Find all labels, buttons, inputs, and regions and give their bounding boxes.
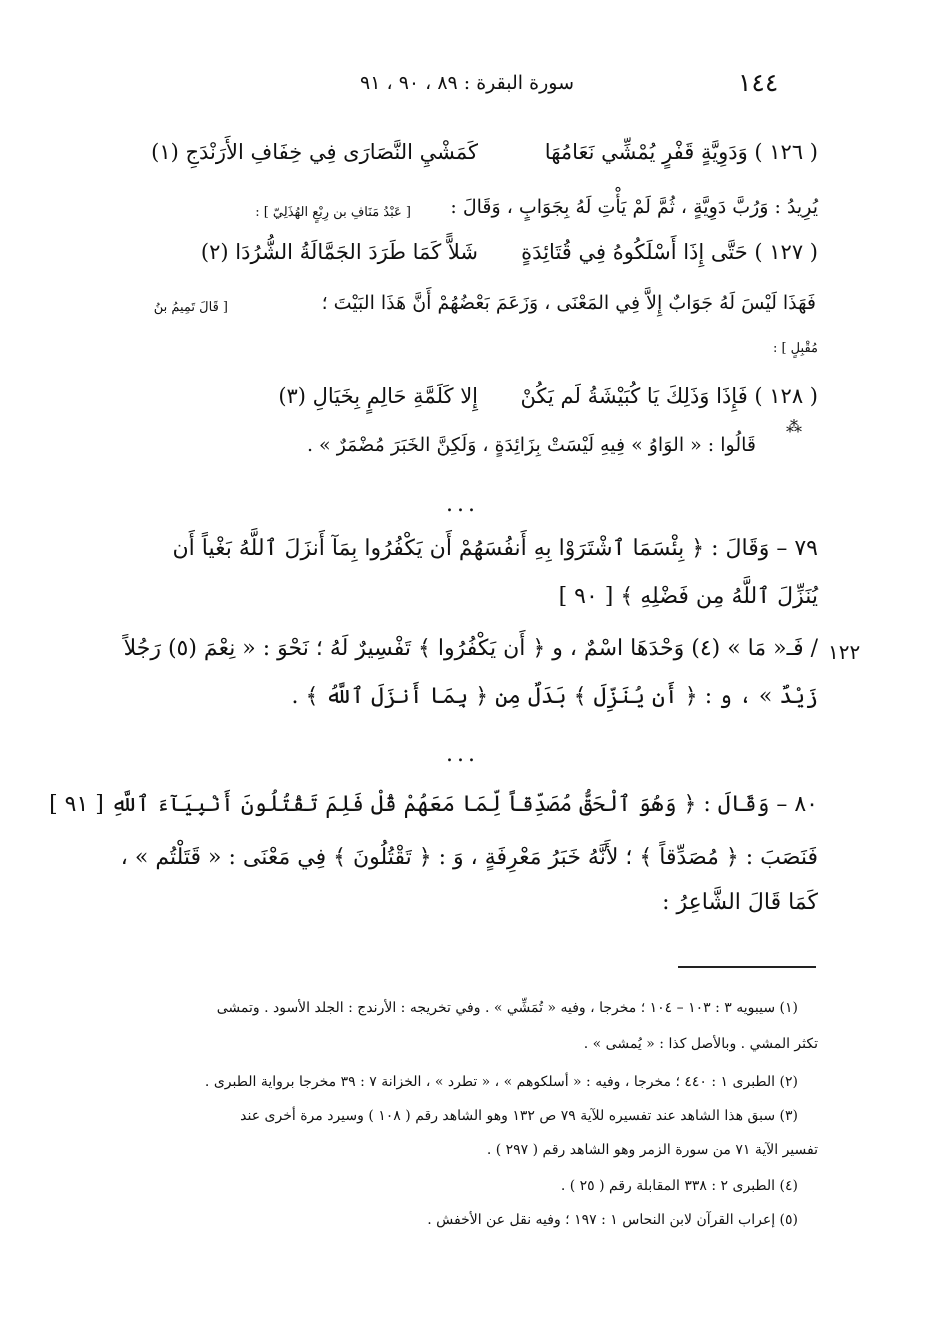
poet-attribution-2: [ قَالَ تَمِيمُ بنُ <box>153 300 228 315</box>
text-line-yurid: يُرِيدُ : وَرُبَّ دَوِيَّةٍ ، ثُمَّ لَمْ يَأْتِ لَهُ بِجَوَابٍ ، وَقَالَ : <box>450 196 818 218</box>
text-line-fahadha: فَهَذَا لَيْسَ لَهُ جَوَابٌ إِلاَّ فِي المَعْنَى ، وَزَعَمَ بَعْضُهُمْ أَنَّ هَذَا البَيْتَ ؛ <box>321 292 816 314</box>
footnote-5: (٥) إعراب القرآن لابن النحاس ١ : ١٩٧ ؛ وفيه نقل عن الأخفش . <box>427 1212 798 1228</box>
page-number: ١٤٤ <box>738 68 779 97</box>
footnote-1-line-2: تكثر المشي . وبالأصل كذا : « يُمشى » . <box>583 1036 818 1052</box>
item-80-line-1: ٨٠ – وَقَالَ : ﴿ وَهُوَ ٱلْحَقُّ مُصَدِّقاً لِّمَا مَعَهُمْ قُلْ فَلِمَ تَقْتُلُونَ أَنْبِيَآءَ ٱللَّهِ [ ٩١ ] <box>49 792 818 817</box>
footnote-3-line-2: تفسير الآية ٧١ من سورة الزمر وهو الشاهد رقم ( ٢٩٧ ) . <box>486 1142 818 1158</box>
item-79-line-2: يُنَزِّلَ ٱللَّهُ مِن فَضْلِهِ ﴾ [ ٩٠ ] <box>558 584 818 609</box>
verse-126-second-hemistich: كَمَشْيِ النَّصَارَى فِي خِفَافِ الأَرَنْدَجِ (١) <box>151 140 478 164</box>
margin-page-number: ١٢٢ <box>828 640 861 664</box>
section-separator: ... <box>446 492 479 517</box>
section-separator-2: ... <box>446 742 479 767</box>
footnote-divider <box>678 966 816 968</box>
item-80-line-2: فَنَصَبَ : ﴿ مُصَدِّقاً ﴾ ؛ لأَنَّهُ خَبَرُ مَعْرِفَةٍ ، وَ : ﴿ تَقْتُلُونَ ﴾ فِي مَعْنَى : « قَتَلْتُم » ، <box>120 845 818 870</box>
footnote-3-line-1: (٣) سبق هذا الشاهد عند تفسيره للآية ٧٩ ص ١٣٢ وهو الشاهد رقم ( ١٠٨ ) وسيرد مرة أخرى عند <box>240 1108 798 1124</box>
stray-mark: ⁂ <box>786 417 802 436</box>
poet-attribution-2-cont: مُقْبِلٍ ] : <box>772 341 818 356</box>
item-80-line-3: كَمَا قَالَ الشَّاعِرُ : <box>662 890 818 915</box>
item-79-line-4: زَيْدٌ » ، و : ﴿ أَن يُنَزِّلَ ﴾ بَدَلٌ مِن ﴿ بِمَا أَنزَلَ ٱللَّهُ ﴾ . <box>291 684 818 709</box>
footnote-4: (٤) الطبرى ٢ : ٣٣٨ المقابلة رقم ( ٢٥ ) . <box>560 1178 798 1194</box>
verse-127-first-hemistich: ( ١٢٧ ) حَتَّى إِذَا أَسْلَكُوهُ فِي قُتَائِدَةٍ <box>521 240 818 264</box>
verse-126-first-hemistich: ( ١٢٦ ) وَدَوِيَّةٍ قَفْرٍ يُمْشِّي نَعَامُهَا <box>544 140 818 164</box>
verse-128-second-hemistich: إِلا كَلَمَّةِ حَالِمٍ بِخَيَالِ (٣) <box>278 384 478 408</box>
running-title: سورة البقرة : ٨٩ ، ٩٠ ، ٩١ <box>360 72 574 94</box>
verse-128-first-hemistich: ( ١٢٨ ) فَإِذَا وَذَلِكَ يَا كُبَيْشَةُ لَم يَكُنْ <box>520 384 818 408</box>
text-line-qalu: قَالُوا : « الوَاوُ » فِيهِ لَيْسَتْ بِزَائِدَةٍ ، وَلَكِنَّ الخَبَرَ مُضْمَرٌ » . <box>306 434 756 456</box>
footnote-1-line-1: (١) سيبويه ٣ : ١٠٣ – ١٠٤ ؛ مخرجا ، وفيه « تُمَشِّي » . وفي تخريجه : الأرندج : الجلد الأسود . وتمشى <box>216 1000 798 1016</box>
item-79-line-3: / فَـ« مَا » (٤) وَحْدَهَا اسْمٌ ، و ﴿ أَن يَكْفُرُوا ﴾ تَفْسِيرٌ لَهُ ؛ نَحْوَ : « نِعْمَ (٥) رَجُلاً <box>123 636 818 661</box>
poet-attribution-1: [ عَبْدُ مَنَافِ بن رِبْعٍ الهُذَلِيّ ] : <box>255 205 411 220</box>
verse-127-second-hemistich: شَلاًّ كَمَا طَرَدَ الجَمَّالَةُ الشُّرُدَا (٢) <box>200 240 478 264</box>
footnote-2: (٢) الطبرى ١ : ٤٤٠ ؛ مخرجا ، وفيه : « أسلكوهم » ، « تطرد » ، الخزانة ٧ : ٣٩ مخرجا برواية الطبرى . <box>204 1074 798 1090</box>
item-79-line-1: ٧٩ – وَقَالَ : ﴿ بِئْسَمَا ٱشْتَرَوْا بِهِ أَنفُسَهُمْ أَن يَكْفُرُوا بِمَآ أَنزَلَ ٱللَّهُ بَغْياً أَن <box>172 536 818 561</box>
